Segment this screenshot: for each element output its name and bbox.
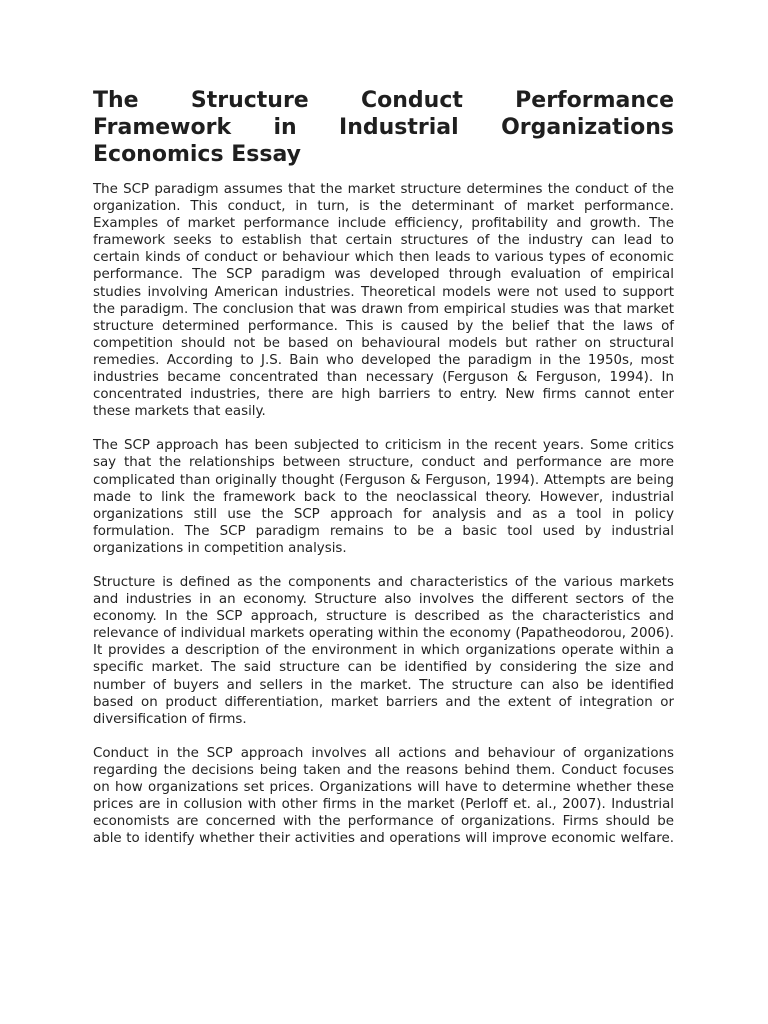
paragraph-conduct: Conduct in the SCP approach involves all actions and behaviour of organizations regarding the decisions being taken and the reasons behind them. Conduct focuses on how organizations set prices. Organizations will have to determine whether these prices are in collusion with other firms in the market (Perloff et. al., 2007). Industrial economists are concerned with the performance of organizations. Firms should be able to identify whether their activities and operations will improve economic welfare.	[93, 745, 674, 847]
paragraph-structure: Structure is defined as the components and characteristics of the various markets and industries in an economy. Structure also involves the different sectors of the economy. In the SCP approach, structure is described as the characteristics and relevance of individual markets operating within the economy (Papatheodorou, 2006). It provides a description of the environment in which organizations operate within a specific market. The said structure can be identified by considering the size and number of buyers and sellers in the market. The structure can also be identified based on product differentiation, market barriers and the extent of integration or diversification of firms.	[93, 574, 674, 727]
essay-title: The Structure Conduct Performance Framework in Industrial Organizations Economics Essay	[93, 88, 674, 167]
paragraph-intro: The SCP paradigm assumes that the market structure determines the conduct of the organization. This conduct, in turn, is the determinant of market performance. Examples of market performance include efficiency, profitability and growth. The framework seeks to establish that certain structures of the industry can lead to certain kinds of conduct or behaviour which then leads to various types of economic performance. The SCP paradigm was developed through evaluation of empirical studies involving American industries. Theoretical models were not used to support the paradigm. The conclusion that was drawn from empirical studies was that market structure determined performance. This is caused by the belief that the laws of competition should not be based on behavioural models but rather on structural remedies. According to J.S. Bain who developed the paradigm in the 1950s, most industries became concentrated than necessary (Ferguson & Ferguson, 1994). In concentrated industries, there are high barriers to entry. New firms cannot enter these markets that easily.	[93, 182, 674, 420]
document-page	[93, 87, 674, 864]
paragraph-criticism: The SCP approach has been subjected to criticism in the recent years. Some critics say that the relationships between structure, conduct and performance are more complicated than originally thought (Ferguson & Ferguson, 1994). Attempts are being made to link the framework back to the neoclassical theory. However, industrial organizations still use the SCP approach for analysis and as a tool in policy formulation. The SCP paradigm remains to be a basic tool used by industrial organizations in competition analysis.	[93, 438, 674, 556]
